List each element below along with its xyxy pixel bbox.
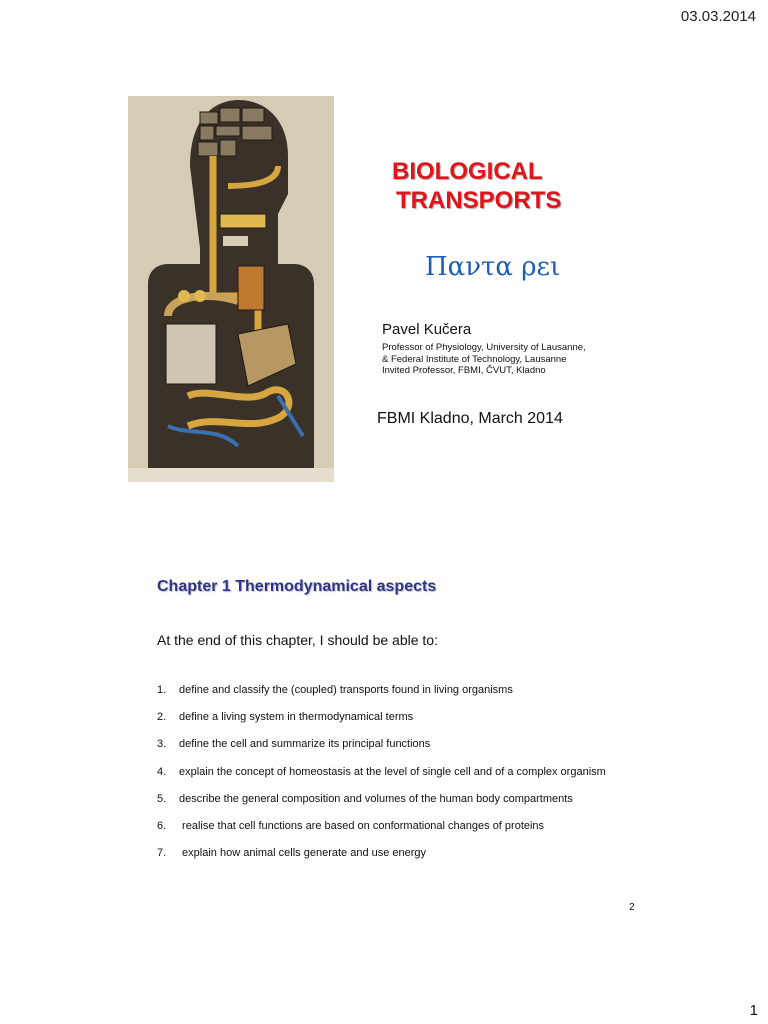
- objective-text: define and classify the (coupled) transports found in living organisms: [179, 684, 513, 696]
- greek-motto: Παντα ρει: [425, 252, 561, 282]
- chapter-title: Chapter 1 Thermodynamical aspects: [157, 578, 437, 595]
- objective-number: 7.: [157, 847, 167, 860]
- objective-number: 4.: [157, 765, 167, 778]
- objective-text: explain the concept of homeostasis at the level of single cell and of a complex organism: [179, 765, 606, 778]
- objective-text: explain how animal cells generate and use energy: [179, 847, 427, 860]
- author-affiliation: [382, 342, 586, 377]
- title-line-2: TRANSPORTS: [396, 187, 562, 214]
- affiliation-line: Invited Professor, FBMI, ČVUT, Kladno: [382, 365, 546, 376]
- objective-item: [157, 766, 606, 793]
- objective-number: 3.: [157, 738, 167, 751]
- objective-number: 6.: [157, 819, 167, 832]
- objective-item: [157, 793, 606, 820]
- print-date: 03.03.2014: [680, 8, 756, 25]
- objective-number: 1.: [157, 684, 167, 696]
- slide-number: 2: [629, 902, 635, 913]
- author-name: Pavel Kučera: [382, 321, 472, 338]
- learning-objectives-list: [157, 684, 606, 874]
- affiliation-line: Professor of Physiology, University of Lausanne,: [382, 342, 586, 353]
- objectives-intro: At the end of this chapter, I should be able to:: [157, 632, 438, 648]
- objective-text: realise that cell functions are based on conformational changes of proteins: [179, 819, 545, 832]
- objective-item: [157, 847, 606, 874]
- venue-and-date: FBMI Kladno, March 2014: [377, 410, 563, 427]
- presentation-title: [392, 157, 561, 215]
- objective-item: [157, 820, 606, 847]
- objective-number: 5.: [157, 792, 167, 805]
- objective-item: [157, 684, 606, 711]
- page-number: 1: [749, 1002, 758, 1019]
- affiliation-line: & Federal Institute of Technology, Lausanne: [382, 353, 567, 365]
- objective-number: 2.: [157, 711, 167, 724]
- objective-text: describe the general composition and volumes of the human body compartments: [179, 792, 573, 805]
- objective-text: define the cell and summarize its principal functions: [179, 738, 431, 751]
- title-line-1: BIOLOGICAL: [392, 158, 543, 185]
- objective-text: define a living system in thermodynamical terms: [179, 711, 414, 724]
- industrial-body-illustration: [128, 96, 334, 482]
- objective-item: [157, 711, 606, 738]
- objective-item: [157, 738, 606, 765]
